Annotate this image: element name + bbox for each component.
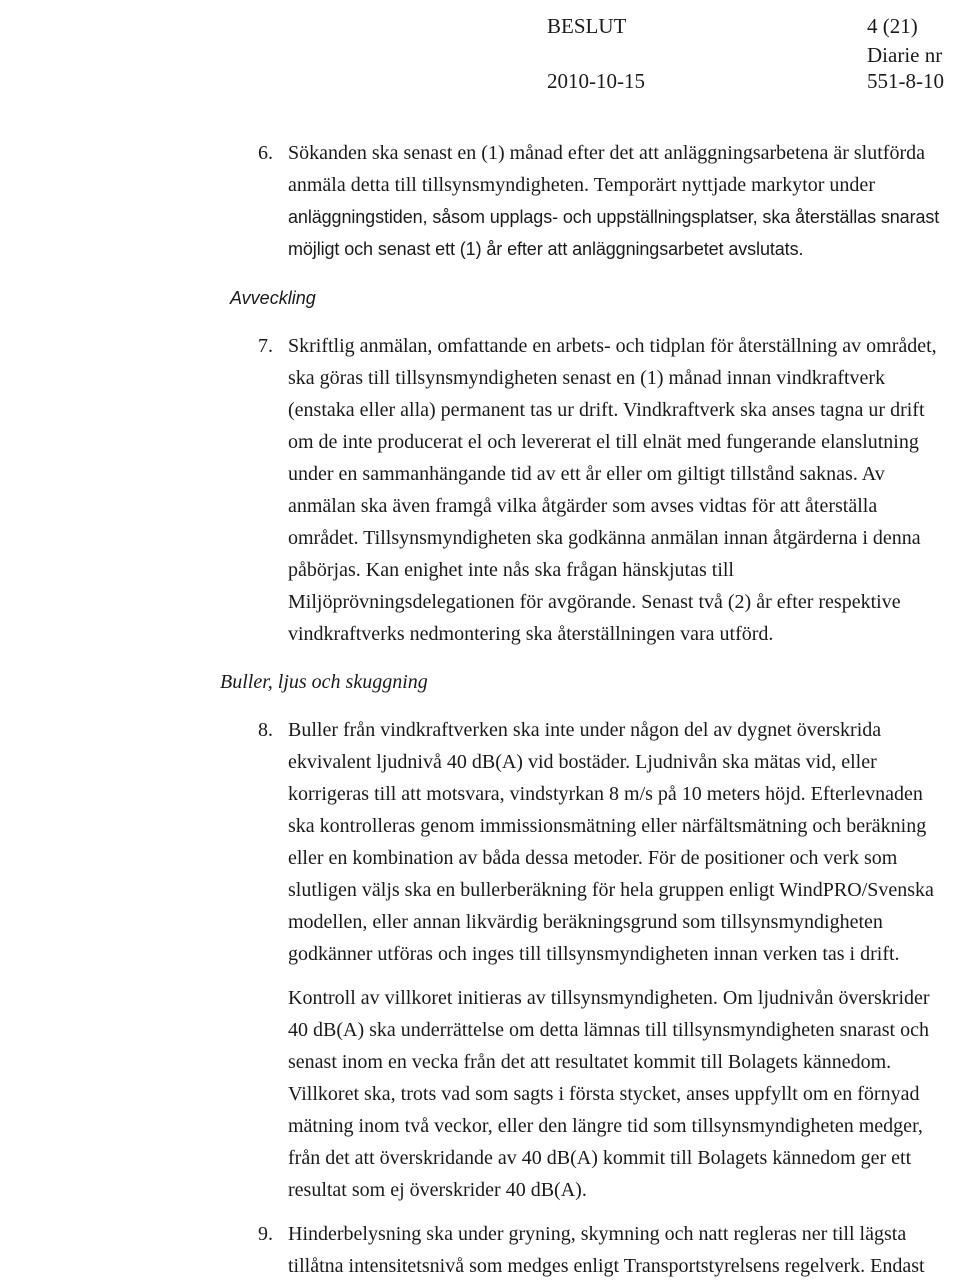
text-line: från det att överskridande av 40 dB(A) kommit till Bolagets kännedom ger ett <box>288 1147 912 1169</box>
text-line: påbörjas. Kan enighet inte nås ska frågan hänskjutas till <box>288 559 734 581</box>
text-line: mätning inom två veckor, eller den längre tid som tillsynsmyndigheten medger, <box>288 1115 923 1137</box>
text-line: modellen, eller annan likvärdig beräkningsgrund som tillsynsmyndigheten <box>288 911 883 933</box>
text-line: godkänner utföras och inges till tillsynsmyndigheten innan verken tas i drift. <box>288 943 900 965</box>
decision-date: 2010-10-15 <box>547 69 645 93</box>
text-line: resultat som ej överskrider 40 dB(A). <box>288 1179 587 1201</box>
condition-7-paragraph <box>288 330 960 650</box>
section-heading-avveckling: Avveckling <box>230 288 316 308</box>
section-heading-buller: Buller, ljus och skuggning <box>220 671 428 693</box>
text-line: Kontroll av villkoret initieras av tillsynsmyndigheten. Om ljudnivån överskrider <box>288 987 930 1009</box>
text-line: slutligen väljs ska en bullerberäkning för hela gruppen enligt WindPRO/Svenska <box>288 879 934 901</box>
item-number: 6. <box>258 142 273 164</box>
text-line: Hinderbelysning ska under gryning, skymning och natt regleras ner till lägsta <box>288 1223 907 1245</box>
text-line: vindkraftverks nedmontering ska återställningen vara utförd. <box>288 623 774 645</box>
text-line: möjligt och senast ett (1) år efter att anläggningsarbetet avslutats. <box>288 239 804 259</box>
text-line: (enstaka eller alla) permanent tas ur drift. Vindkraftverk ska anses tagna ur drift <box>288 399 925 421</box>
text-line: 40 dB(A) ska underrättelse om detta lämnas till tillsynsmyndigheten snarast och <box>288 1019 929 1041</box>
item-number: 8. <box>258 719 273 741</box>
condition-8-paragraph <box>288 714 960 970</box>
page-number: 4 (21) <box>867 14 918 38</box>
text-line: under en sammanhängande tid av ett år eller om giltigt tillstånd saknas. Av <box>288 463 885 485</box>
text-line: om de inte producerat el och levererat el till elnät med fungerande elanslutning <box>288 431 919 453</box>
document-type: BESLUT <box>547 14 627 38</box>
text-line: Miljöprövningsdelegationen för avgörande. Senast två (2) år efter respektive <box>288 591 901 613</box>
text-line: Sökanden ska senast en (1) månad efter det att anläggningsarbetena är slutförda <box>288 142 925 164</box>
item-number: 7. <box>258 335 273 357</box>
condition-6-paragraph <box>288 137 960 265</box>
item-number: 9. <box>258 1223 273 1245</box>
diarie-label: Diarie nr <box>867 43 943 67</box>
text-line: ska göras till tillsynsmyndigheten senast en (1) månad innan vindkraftverk <box>288 367 886 389</box>
text-line: anläggningstiden, såsom upplags- och uppställningsplatser, ska återställas snarast <box>288 207 940 227</box>
condition-8-control-paragraph <box>288 982 960 1206</box>
text-line: Villkoret ska, trots vad som sagts i första stycket, anses uppfyllt om en förnyad <box>288 1083 920 1105</box>
text-line: anmälan ska även framgå vilka åtgärder som avses vidtas för att återställa <box>288 495 878 517</box>
text-line: Buller från vindkraftverken ska inte under någon del av dygnet överskrida <box>288 719 882 741</box>
text-line: ekvivalent ljudnivå 40 dB(A) vid bostäder. Ljudnivån ska mätas vid, eller <box>288 751 877 773</box>
diarie-number: 551-8-10 <box>867 69 944 93</box>
text-line: tillåtna intensitetsnivå som medges enligt Transportstyrelsens regelverk. Endast <box>288 1255 925 1277</box>
text-line: anmäla detta till tillsynsmyndigheten. Temporärt nyttjade markytor under <box>288 174 875 196</box>
text-line: ska kontrolleras genom immissionsmätning eller närfältsmätning och beräkning <box>288 815 927 837</box>
text-line: senast inom en vecka från det att resultatet kommit till Bolagets kännedom. <box>288 1051 892 1073</box>
text-line: området. Tillsynsmyndigheten ska godkänna anmälan innan åtgärderna i denna <box>288 527 921 549</box>
text-line: eller en kombination av båda dessa metoder. För de positioner och verk som <box>288 847 898 869</box>
condition-9-paragraph <box>288 1218 960 1282</box>
text-line: Skriftlig anmälan, omfattande en arbets- och tidplan för återställning av området, <box>288 335 937 357</box>
text-line: korrigeras till att motsvara, vindstyrkan 8 m/s på 10 meters höjd. Efterlevnaden <box>288 783 923 805</box>
